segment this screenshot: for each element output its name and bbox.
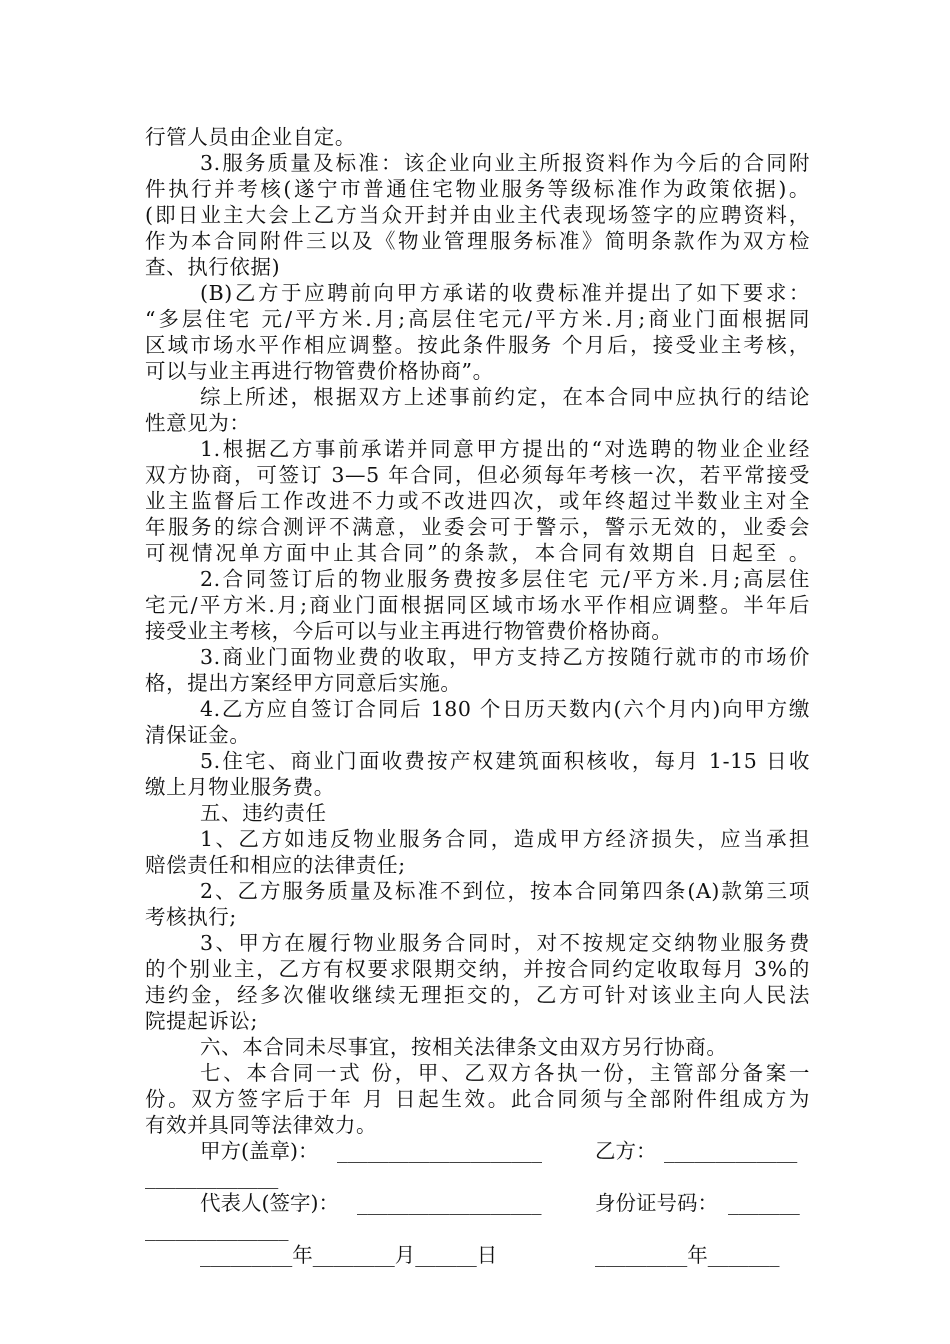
text-line: 的个别业主，乙方有权要求限期交纳，并按合同约定收取每月 3%的 (145, 957, 810, 981)
text-line: 2.合同签订后的物业服务费按多层住宅 元/平方米.月;高层住 (200, 567, 810, 591)
representative-label: 代表人(签字)： (200, 1191, 339, 1215)
text-line: 双方协商，可签订 3—5 年合同，但必须每年考核一次，若平常接受 (145, 463, 810, 487)
text-line: 区域市场水平作相应调整。按此条件服务 个月后，接受业主考核， (145, 333, 810, 357)
text-line: 清保证金。 (145, 723, 251, 747)
text-line: 七、本合同一式 份，甲、乙双方各执一份，主管部分备案一 (200, 1061, 810, 1085)
id-number-label: 身份证号码： (595, 1191, 718, 1215)
party-a-seal-field[interactable]: ____________________ (337, 1139, 542, 1163)
text-line: 1.根据乙方事前承诺并同意甲方提出的“对选聘的物业企业经 (200, 437, 810, 461)
text-line: 有效并具同等法律效力。 (145, 1113, 378, 1137)
representative-signature-field[interactable]: __________________ (357, 1191, 542, 1215)
text-line: 3.商业门面物业费的收取，甲方支持乙方按随行就市的市场价 (200, 645, 810, 669)
text-line: 性意见为： (145, 411, 251, 435)
text-line: 六、本合同未尽事宜，按相关法律条文由双方另行协商。 (200, 1035, 728, 1059)
party-b-label: 乙方： (595, 1139, 657, 1163)
text-line: 3.服务质量及标准：该企业向业主所报资料作为今后的合同附 (200, 151, 810, 175)
text-line: 可视情况单方面中止其合同”的条款，本合同有效期自 日起至 。 (145, 541, 810, 565)
party-b-date-field[interactable]: _________年_______ (595, 1243, 780, 1267)
text-line: 件执行并考核(遂宁市普通住宅物业服务等级标准作为政策依据)。 (145, 177, 810, 201)
text-line: 考核执行; (145, 905, 237, 929)
text-line: 业主监督后工作改进不力或不改进四次，或年终超过半数业主对全 (145, 489, 810, 513)
party-a-date-field[interactable]: _________年________月______日 (200, 1243, 498, 1267)
text-line: 年服务的综合测评不满意，业委会可于警示，警示无效的，业委会 (145, 515, 810, 539)
party-b-field-continued[interactable]: _____________ (145, 1165, 279, 1189)
party-a-label: 甲方(盖章)： (200, 1139, 319, 1163)
text-line: 作为本合同附件三以及《物业管理服务标准》简明条款作为双方检 (145, 229, 810, 253)
text-line: 赔偿责任和相应的法律责任; (145, 853, 406, 877)
text-line: 格，提出方案经甲方同意后实施。 (145, 671, 462, 695)
text-line: 3、甲方在履行物业服务合同时，对不按规定交纳物业服务费 (200, 931, 810, 955)
id-number-field[interactable]: _______ (728, 1191, 800, 1215)
text-line: 1、乙方如违反物业服务合同，造成甲方经济损失，应当承担 (200, 827, 810, 851)
text-line: 缴上月物业服务费。 (145, 775, 335, 799)
text-line: 份。双方签字后于年 月 日起生效。此合同须与全部附件组成方为 (145, 1087, 810, 1111)
text-line: 综上所述，根据双方上述事前约定，在本合同中应执行的结论 (200, 385, 810, 409)
section-heading: 五、违约责任 (200, 801, 327, 825)
text-line: 2、乙方服务质量及标准不到位，按本合同第四条(A)款第三项 (200, 879, 810, 903)
text-line: (B)乙方于应聘前向甲方承诺的收费标准并提出了如下要求： (200, 281, 810, 305)
text-line: 行管人员由企业自定。 (145, 125, 356, 149)
text-line: “多层住宅 元/平方米.月;高层住宅元/平方米.月;商业门面根据同 (145, 307, 810, 331)
text-line: 宅元/平方米.月;商业门面根据同区域市场水平作相应调整。半年后 (145, 593, 810, 617)
text-line: 违约金，经多次催收继续无理拒交的，乙方可针对该业主向人民法 (145, 983, 810, 1007)
text-line: 接受业主考核，今后可以与业主再进行物管费价格协商。 (145, 619, 673, 643)
text-line: 查、执行依据) (145, 255, 281, 279)
party-b-field[interactable]: _____________ (664, 1139, 798, 1163)
text-line: (即日业主大会上乙方当众开封并由业主代表现场签字的应聘资料， (145, 203, 810, 227)
text-line: 可以与业主再进行物管费价格协商”。 (145, 359, 494, 383)
id-number-field-continued[interactable]: ______________ (145, 1217, 289, 1241)
text-line: 院提起诉讼; (145, 1009, 259, 1033)
text-line: 4.乙方应自签订合同后 180 个日历天数内(六个月内)向甲方缴 (200, 697, 810, 721)
text-line: 5.住宅、商业门面收费按产权建筑面积核收，每月 1-15 日收 (200, 749, 810, 773)
